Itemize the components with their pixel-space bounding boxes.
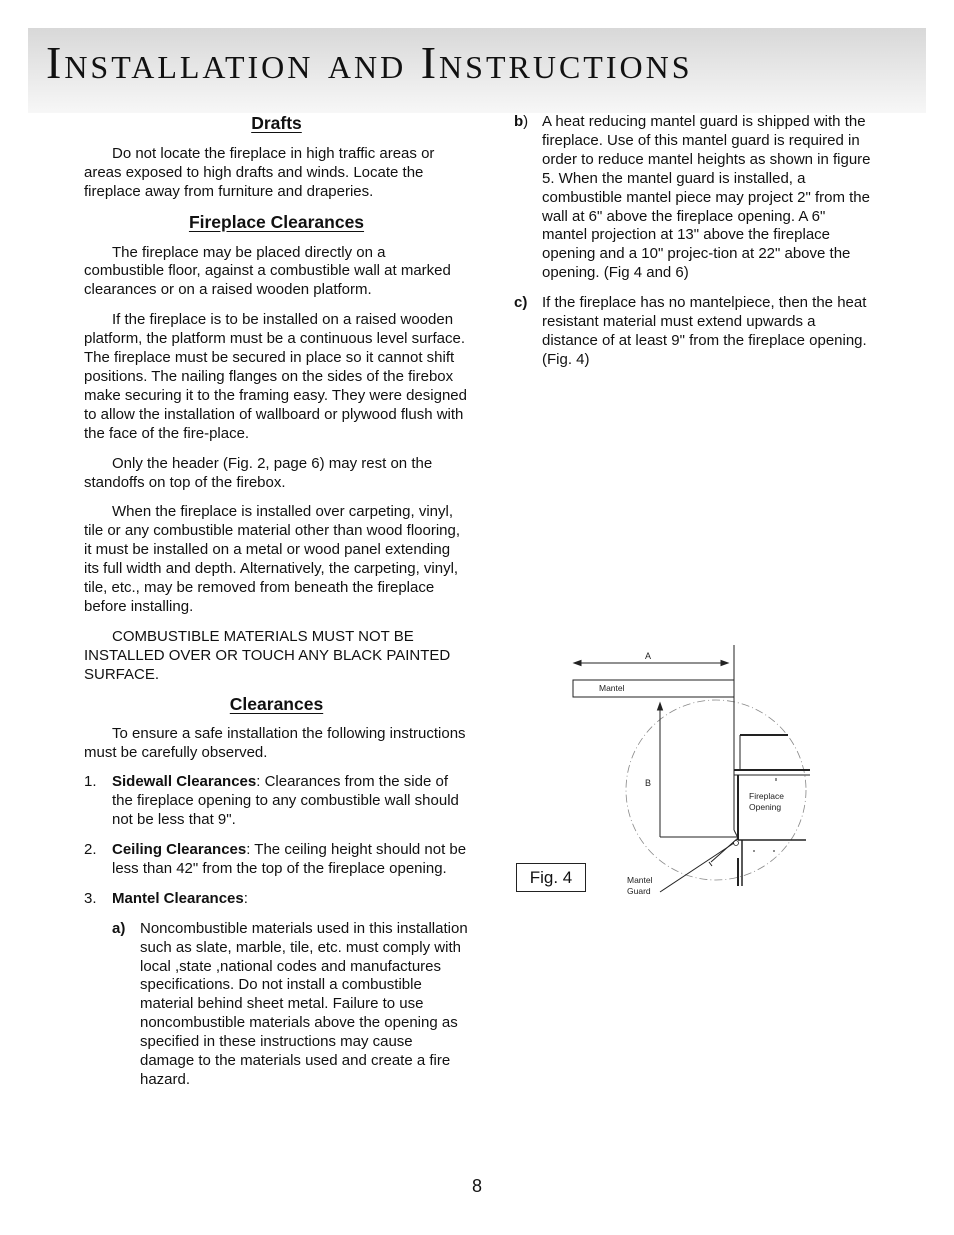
label-opening-2: Opening (749, 802, 782, 812)
page-number: 8 (471, 1176, 482, 1196)
item-number: 2. (84, 841, 97, 858)
mantel-clearance-diagram (510, 640, 810, 900)
mantel-shape (573, 680, 734, 697)
subitem-label: b) (514, 113, 529, 130)
subitem-text: If the fireplace has no mantelpiece, then the heat resistant material must extend upwards a distance of at least 9" from the fireplace opening. (Fig. 4) (542, 294, 867, 368)
guard-mark (734, 841, 739, 846)
clearance-item-ceiling (84, 841, 469, 879)
label-a: A (644, 651, 652, 661)
subitem-label: c) (514, 294, 528, 312)
clearance-item-sidewall (84, 773, 469, 830)
drafts-text: Do not locate the fireplace in high traffic areas or areas exposed to high drafts and winds. Locate the fireplace away from furniture and draperies. (84, 144, 435, 200)
label-guard-2: Guard (627, 886, 651, 896)
fireplace-clearances-p1: The fireplace may be placed directly on a combustible floor, against a combustible wall at marked clearances or on a raised wooden platform. (84, 243, 451, 299)
item-title: Sidewall Clearances (112, 773, 257, 791)
item-text: : The ceiling height should not be less than 42" from the top of the fireplace opening. (112, 841, 467, 877)
fireplace-clearances-p2: If the fireplace is to be installed on a raised wooden platform, the platform must be a continuous level surface. The fireplace must be secured in place so it cannot shift positions. The nailing flanges on the sides of the firebox make securing it to the framing easy. They were designed to allow the installation of wallboard or plywood flush with the face of the fire-place. (84, 311, 467, 442)
subitem-label: a) (112, 919, 126, 937)
fireplace-clearances-heading: Fireplace Clearances (188, 211, 365, 232)
item-text: : (243, 889, 248, 907)
label-guard-1: Mantel (627, 875, 653, 885)
header-banner (28, 28, 926, 113)
fireplace-clearances-p3: Only the header (Fig. 2, page 6) may rest on the standoffs on top of the firebox. (84, 454, 433, 491)
mantel-subitem-a (84, 920, 469, 1090)
label-mantel: Mantel (599, 683, 625, 693)
subitem-text: A heat reducing mantel guard is shipped with the fireplace. Use of this mantel guard is required in order to reduce mantel heights as shown in figure 5. When the mantel guard is installed, a combustible mantel piece may project 2" from the wall at 6" above the fireplace opening. A 6" mantel projection at 13" above the fireplace opening and a 10" projec-tion at 22" above the opening. (Fig 4 and 6) (542, 113, 871, 282)
right-column (514, 113, 874, 370)
figure-caption: Fig. 4 (516, 863, 586, 892)
detail-circle (626, 700, 806, 880)
fireplace-clearances-p4: When the fireplace is installed over carpeting, vinyl, tile or any combustible material other than wood flooring, it must be installed on a metal or wood panel extending its full width and depth. Alternatively, the carpeting, vinyl, tile, etc., may be removed from beneath the fireplace before installing. (84, 503, 461, 615)
mantel-guard-shape (711, 830, 738, 862)
label-opening-1: Fireplace (749, 791, 784, 801)
tick-mark (709, 862, 712, 866)
subitem-text: Noncombustible materials used in this installation such as slate, marble, tile, etc. must comply with local ,state ,national codes and manufactures specifications. Do not install a combustible material behind sheet metal. Failure to use noncombustible materials above the opening as specified in these instructions may cause damage to the materials used and create a fire hazard. (140, 919, 468, 1088)
item-title: Ceiling Clearances (112, 841, 247, 858)
guard-leader (660, 843, 734, 892)
left-column (84, 113, 469, 1090)
item-number: 3. (84, 889, 97, 907)
arrow-icon (574, 661, 581, 666)
clearances-heading: Clearances (229, 693, 324, 714)
mantel-subitem-c (514, 294, 874, 370)
drafts-heading: Drafts (251, 113, 302, 133)
item-number: 1. (84, 773, 97, 791)
clearance-item-mantel (84, 890, 469, 909)
arrow-icon (658, 703, 663, 710)
label-b: B (644, 778, 652, 788)
mantel-subitem-b (514, 113, 874, 283)
clearances-intro: To ensure a safe installation the following instructions must be carefully observed. (84, 725, 466, 762)
fireplace-clearances-warning: COMBUSTIBLE MATERIALS MUST NOT BE INSTALLED OVER OR TOUCH ANY BLACK PAINTED SURFACE. (84, 627, 451, 683)
page-title: Installation and Instructions (46, 37, 693, 88)
item-title: Mantel Clearances (112, 889, 244, 907)
item-text: : Clearances from the side of the fireplace opening to any combustible wall should not be less that 9". (112, 773, 459, 829)
arrow-icon (721, 661, 728, 666)
